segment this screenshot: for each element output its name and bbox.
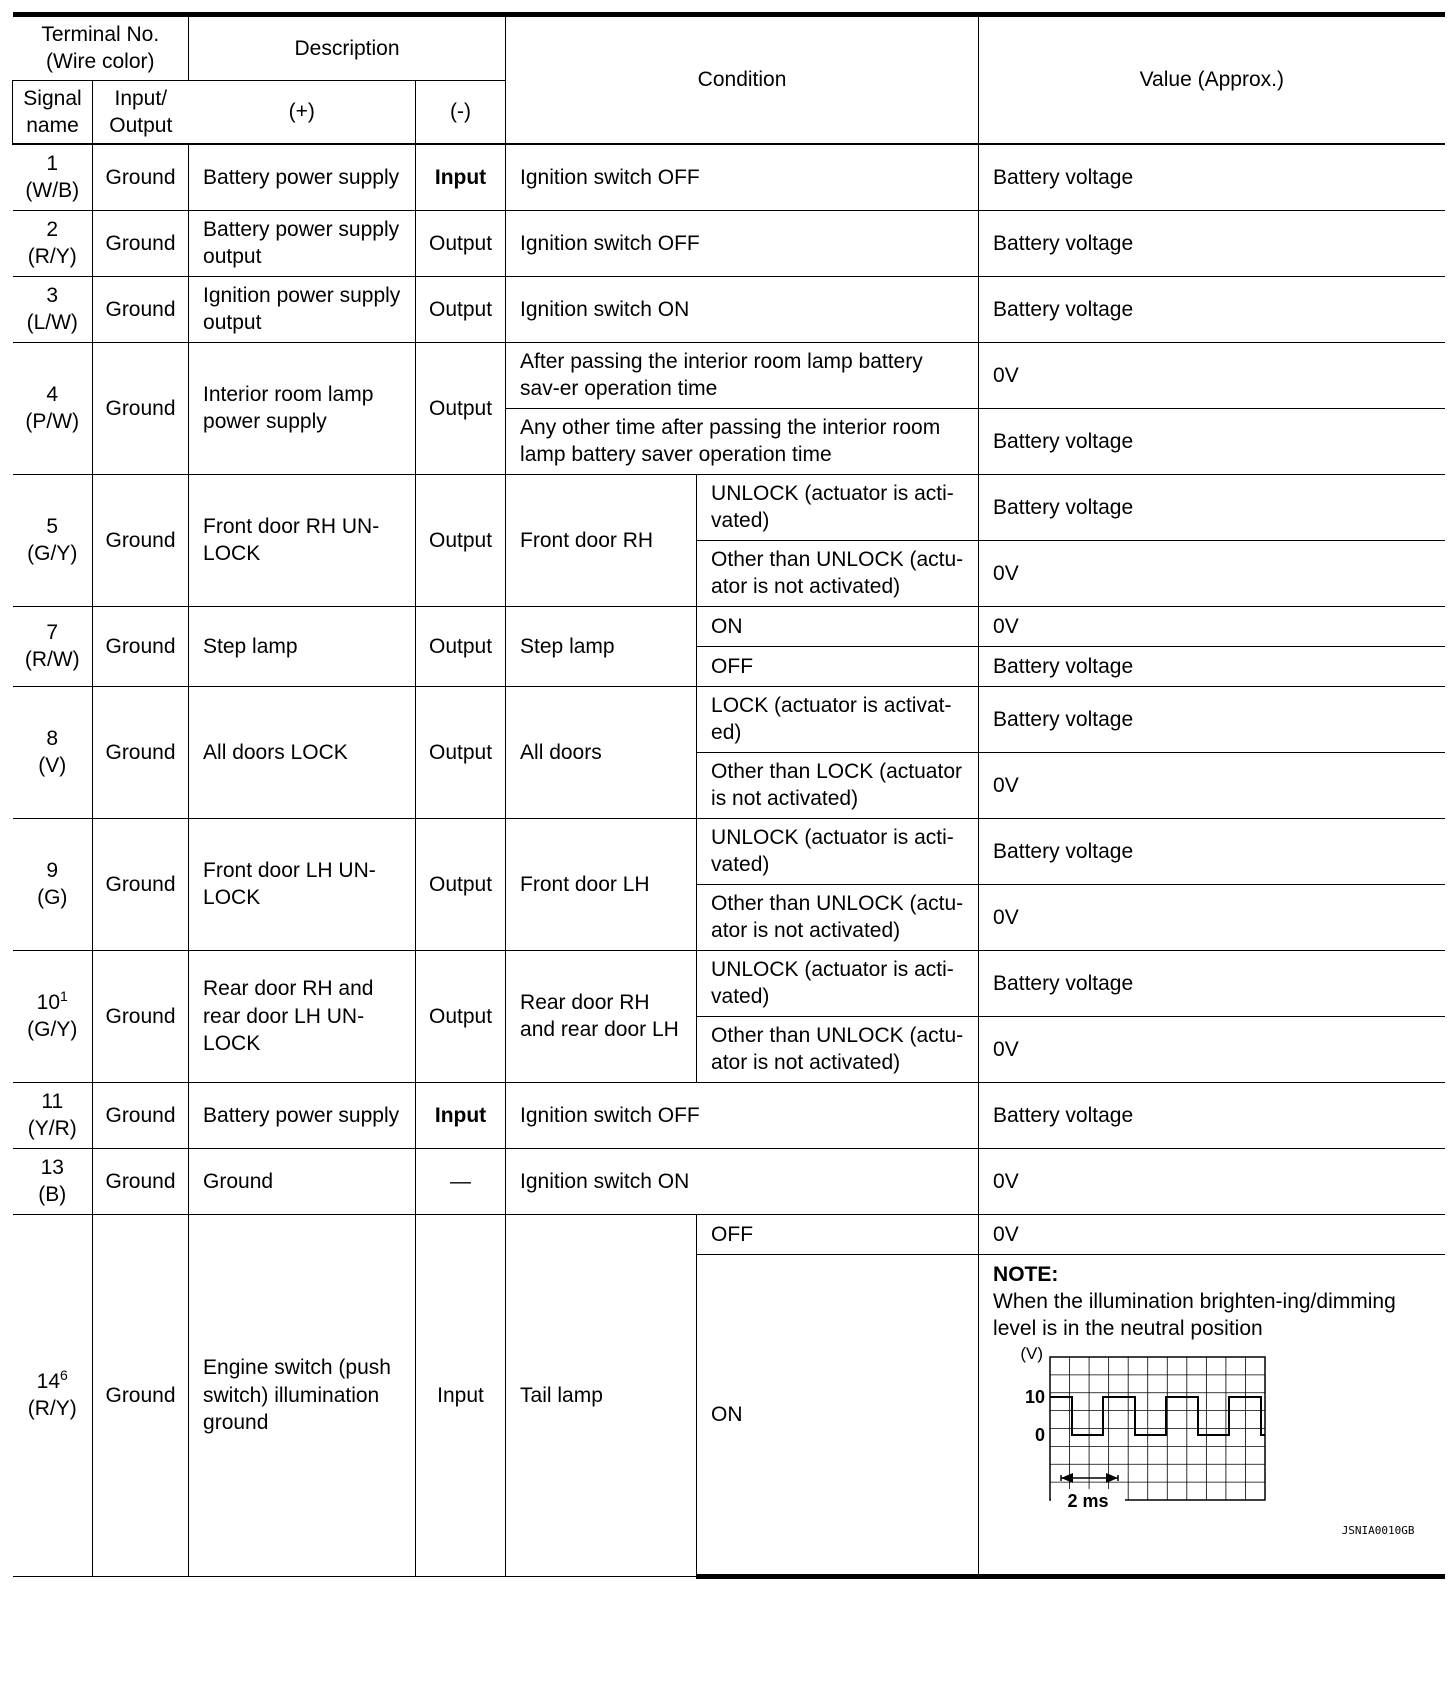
wire-color: (G/Y) <box>27 1018 78 1042</box>
terminal-table <box>12 12 1445 1579</box>
y-unit-label: (V) <box>1020 1346 1044 1363</box>
table-row <box>13 1148 1445 1214</box>
ground-terminal: Ground <box>93 818 189 950</box>
header-plus: (+) <box>189 80 416 144</box>
wire-color: (R/W) <box>24 648 80 672</box>
wire-color: (G/Y) <box>27 542 78 566</box>
table-row <box>13 1214 1445 1254</box>
wire-color: (W/B) <box>25 179 80 203</box>
sub-condition: OFF <box>697 1214 979 1254</box>
terminal-number: 3 <box>46 283 59 307</box>
condition: Ignition switch OFF <box>506 144 979 210</box>
signal-name: Battery power supply <box>189 144 416 210</box>
table-row <box>13 144 1445 210</box>
value-note-cell <box>979 1254 1445 1576</box>
wire-color: (V) <box>38 754 67 778</box>
ground-terminal: Ground <box>93 686 189 818</box>
condition: Ignition switch OFF <box>506 1082 979 1148</box>
sub-condition: UNLOCK (actuator is acti-vated) <box>697 474 979 540</box>
sub-condition: Other than UNLOCK (actu-ator is not activated) <box>697 1016 979 1082</box>
wire-color: (R/Y) <box>27 1397 77 1421</box>
condition: Ignition switch ON <box>506 276 979 342</box>
figure-code: JSNIA0010GB <box>1341 1523 1415 1537</box>
condition: Ignition switch ON <box>506 1148 979 1214</box>
sub-condition: Other than UNLOCK (actu-ator is not activated) <box>697 540 979 606</box>
condition: Ignition switch OFF <box>506 210 979 276</box>
note-title: NOTE: <box>993 1262 1059 1286</box>
condition: Tail lamp <box>506 1214 697 1576</box>
input-output: Input <box>416 1082 506 1148</box>
signal-name: Front door RH UN-LOCK <box>189 474 416 606</box>
signal-name: Battery power supply <box>189 1082 416 1148</box>
sub-condition: Other than LOCK (actuator is not activated) <box>697 752 979 818</box>
sub-condition: LOCK (actuator is activat-ed) <box>697 686 979 752</box>
value: 0V <box>979 1214 1445 1254</box>
ground-terminal: Ground <box>93 210 189 276</box>
wire-color: (L/W) <box>26 311 78 335</box>
input-output: Input <box>416 144 506 210</box>
wire-color: (P/W) <box>25 410 80 434</box>
terminal-number: 13 <box>40 1155 64 1179</box>
wire-color: (R/Y) <box>27 245 77 269</box>
value: Battery voltage <box>979 144 1445 210</box>
value: 0V <box>979 606 1445 646</box>
value: Battery voltage <box>979 1082 1445 1148</box>
signal-name: Ground <box>189 1148 416 1214</box>
table-row <box>13 210 1445 276</box>
condition: Front door RH <box>506 474 697 606</box>
ground-terminal: Ground <box>93 1214 189 1576</box>
ground-terminal: Ground <box>93 950 189 1082</box>
ground-terminal: Ground <box>93 1148 189 1214</box>
header-value: Value (Approx.) <box>979 15 1445 145</box>
table-row <box>13 342 1445 408</box>
waveform-svg <box>993 1347 1323 1515</box>
wire-color: (Y/R) <box>27 1117 77 1141</box>
table-row <box>13 818 1445 884</box>
condition: Front door LH <box>506 818 697 950</box>
table-row <box>13 950 1445 1016</box>
condition: All doors <box>506 686 697 818</box>
value: Battery voltage <box>979 276 1445 342</box>
value: Battery voltage <box>979 474 1445 540</box>
signal-name: Front door LH UN-LOCK <box>189 818 416 950</box>
terminal-number: 9 <box>46 858 59 882</box>
terminal-table-sheet <box>12 12 1444 1579</box>
condition: After passing the interior room lamp battery sav-er operation time <box>506 342 979 408</box>
sub-condition: UNLOCK (actuator is acti-vated) <box>697 818 979 884</box>
value: Battery voltage <box>979 646 1445 686</box>
ground-terminal: Ground <box>93 342 189 474</box>
time-division-marker <box>1051 1473 1125 1511</box>
condition: Step lamp <box>506 606 697 686</box>
waveform-figure <box>993 1347 1431 1522</box>
value: 0V <box>979 540 1445 606</box>
condition: Any other time after passing the interior room lamp battery saver operation time <box>506 408 979 474</box>
header-minus: (-) <box>416 80 506 144</box>
terminal-number: 7 <box>46 620 59 644</box>
signal-name: Ignition power supply output <box>189 276 416 342</box>
value: 0V <box>979 1016 1445 1082</box>
terminal-number: 8 <box>46 726 59 750</box>
wire-color: (B) <box>38 1183 67 1207</box>
value: Battery voltage <box>979 686 1445 752</box>
signal-name: All doors LOCK <box>189 686 416 818</box>
input-output: — <box>416 1148 506 1214</box>
input-output: Output <box>416 276 506 342</box>
header-terminal: Terminal No. (Wire color) <box>13 15 189 81</box>
header-description: Description <box>189 15 506 81</box>
signal-name: Step lamp <box>189 606 416 686</box>
table-row <box>13 276 1445 342</box>
input-output: Output <box>416 474 506 606</box>
value: 0V <box>979 752 1445 818</box>
table-row <box>13 606 1445 646</box>
note-text: When the illumination brighten-ing/dimming level is in the neutral position <box>993 1289 1396 1341</box>
terminal-number: 14 <box>36 1369 61 1393</box>
input-output: Output <box>416 686 506 818</box>
input-output: Output <box>416 818 506 950</box>
terminal-number: 10 <box>36 990 61 1014</box>
terminal-number: 1 <box>46 152 59 176</box>
input-output: Output <box>416 342 506 474</box>
ground-terminal: Ground <box>93 1082 189 1148</box>
input-output: Input <box>416 1214 506 1576</box>
footnote-mark: 6 <box>60 1366 68 1383</box>
terminal-number: 4 <box>46 382 59 406</box>
ground-terminal: Ground <box>93 474 189 606</box>
signal-name: Engine switch (push switch) illumination ground <box>189 1214 416 1576</box>
value: 0V <box>979 342 1445 408</box>
sub-condition: ON <box>697 606 979 646</box>
sub-condition: UNLOCK (actuator is acti-vated) <box>697 950 979 1016</box>
terminal-number: 11 <box>41 1089 64 1113</box>
sub-condition: Other than UNLOCK (actu-ator is not activated) <box>697 884 979 950</box>
signal-name: Rear door RH and rear door LH UN-LOCK <box>189 950 416 1082</box>
value: Battery voltage <box>979 950 1445 1016</box>
header-condition: Condition <box>506 15 979 145</box>
signal-name: Battery power supply output <box>189 210 416 276</box>
waveform-trace <box>1050 1397 1265 1435</box>
ground-terminal: Ground <box>93 144 189 210</box>
condition: Rear door RH and rear door LH <box>506 950 697 1082</box>
value: 0V <box>979 884 1445 950</box>
terminal-number: 2 <box>46 217 59 241</box>
ground-terminal: Ground <box>93 606 189 686</box>
wire-color: (G) <box>37 886 68 910</box>
value: Battery voltage <box>979 210 1445 276</box>
sub-condition: ON <box>697 1254 979 1576</box>
ground-terminal: Ground <box>93 276 189 342</box>
value: 0V <box>979 1148 1445 1214</box>
terminal-number: 5 <box>46 514 59 538</box>
y-tick-0: 0 <box>1035 1424 1046 1445</box>
table-row <box>13 686 1445 752</box>
signal-name: Interior room lamp power supply <box>189 342 416 474</box>
input-output: Output <box>416 210 506 276</box>
table-row <box>13 474 1445 540</box>
header-signal-name: Signal name <box>13 80 93 144</box>
input-output: Output <box>416 950 506 1082</box>
time-division-label: 2 ms <box>1067 1490 1109 1511</box>
y-tick-10: 10 <box>1025 1386 1046 1407</box>
input-output: Output <box>416 606 506 686</box>
sub-condition: OFF <box>697 646 979 686</box>
value: Battery voltage <box>979 818 1445 884</box>
value: Battery voltage <box>979 408 1445 474</box>
footnote-mark: 1 <box>60 987 68 1004</box>
table-row <box>13 1082 1445 1148</box>
header-input-output: Input/ Output <box>93 80 189 144</box>
